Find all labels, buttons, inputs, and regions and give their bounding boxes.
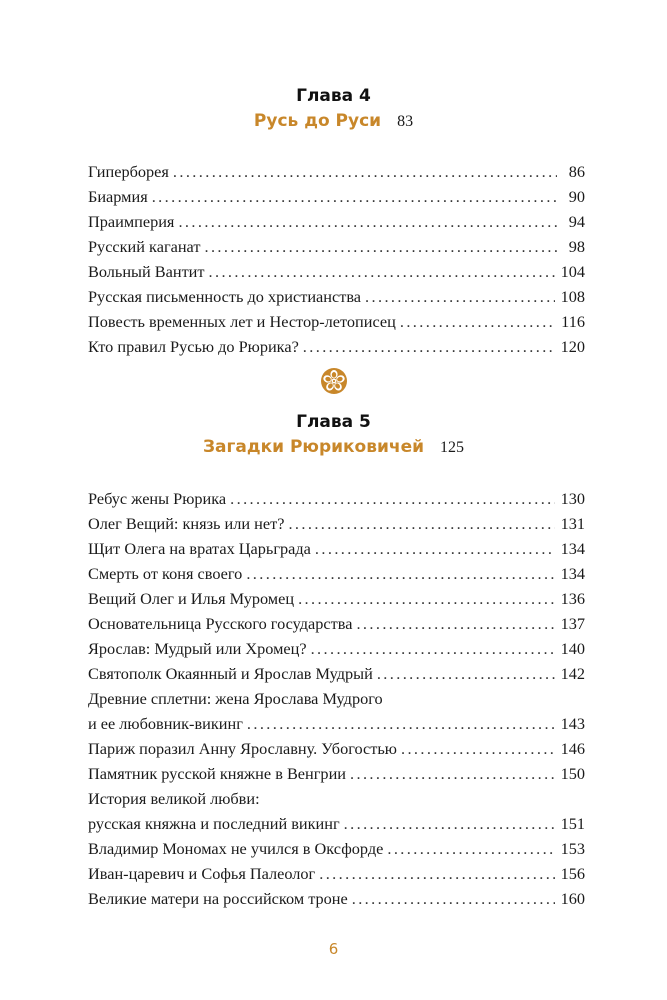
toc-entry-page: 142 [560,664,585,683]
toc-entry [88,184,585,209]
toc-entry-page: 160 [560,889,585,908]
toc-leader [387,836,554,861]
toc-entry [88,259,585,284]
toc-entry-page: 153 [560,839,585,858]
toc-entry-page: 94 [568,212,585,231]
toc-entry-title: Гиперборея [88,162,169,181]
toc-entry-title: Смерть от коня своего [88,564,243,583]
toc-entry-title: Вещий Олег и Илья Муромец [88,589,295,608]
toc-entry-page: 131 [560,514,585,533]
toc-entry-title: Русский каганат [88,237,201,256]
toc-entry [88,159,585,184]
toc-entry [88,561,585,586]
toc-entry-title: Кто правил Русью до Рюрика? [88,337,299,356]
toc-entry-page: 130 [560,489,585,508]
toc-entry [88,836,585,861]
chapter-5-title-row [0,437,667,457]
chapter-5-label: Глава 5 [296,412,371,432]
toc-entry-title: Ребус жены Рюрика [88,489,227,508]
toc-entry-page: 134 [560,564,585,583]
toc-entry-title: Праимперия [88,212,175,231]
toc-entry-first-line: История великой любви: [88,789,260,808]
toc-entry-title: Париж поразил Анну Ярославну. Убогостью [88,739,397,758]
toc-leader [377,661,555,686]
toc-entry-title: Основательница Русского государства [88,614,353,633]
toc-entry-page: 120 [560,337,585,356]
toc-leader [352,886,555,911]
toc-entry-title: Владимир Мономах не учился в Оксфорде [88,839,384,858]
toc-entry-first-line: Древние сплетни: жена Ярослава Мудрого [88,689,383,708]
chapter-5-start-page: 125 [440,439,465,456]
chapter-4-start-page: 83 [397,113,414,130]
chapter-4-title-row [0,111,667,131]
toc-entry-page: 108 [560,287,585,306]
toc-leader [303,334,555,359]
chapter-5-toc [88,486,585,911]
toc-leader [230,486,554,511]
toc-leader [204,234,557,259]
toc-entry [88,811,585,836]
toc-entry-title: Памятник русской княжне в Венгрии [88,764,346,783]
toc-entry-page: 140 [560,639,585,658]
toc-leader [319,861,554,886]
toc-entry [88,761,585,786]
toc-leader [288,511,554,536]
toc-leader [247,711,555,736]
toc-entry-page: 136 [560,589,585,608]
toc-entry-title: Повесть временных лет и Нестор-летописец [88,312,396,331]
toc-leader [401,736,555,761]
toc-entry [88,586,585,611]
toc-entry-title: Великие матери на российском троне [88,889,348,908]
toc-entry-title: Ярослав: Мудрый или Хромец? [88,639,307,658]
toc-entry [88,309,585,334]
toc-entry [88,861,585,886]
toc-entry-title: Вольный Вантит [88,262,205,281]
toc-entry-title: Щит Олега на вратах Царьграда [88,539,311,558]
toc-entry [88,284,585,309]
toc-entry-title: Олег Вещий: князь или нет? [88,514,285,533]
toc-entry [88,334,585,359]
toc-entry-page: 137 [560,614,585,633]
toc-leader [152,184,557,209]
toc-entry-page: 90 [568,187,585,206]
toc-entry [88,661,585,686]
toc-leader [246,561,554,586]
toc-entry-page: 98 [568,237,585,256]
toc-leader [209,259,555,284]
chapter-5-title: Загадки Рюриковичей [202,437,425,457]
toc-leader [344,811,555,836]
toc-entry-title: Русская письменность до христианства [88,287,362,306]
toc-entry-page: 134 [560,539,585,558]
toc-entry [88,711,585,736]
toc-entry-title: русская княжна и последний викинг [88,814,340,833]
toc-entry-title: и ее любовник-викинг [88,714,243,733]
toc-entry [88,611,585,636]
chapter-4-label: Глава 4 [296,86,371,106]
page-number: 6 [328,940,339,958]
toc-entry-title: Биармия [88,187,148,206]
toc-entry [88,636,585,661]
toc-entry-title: Иван-царевич и Софья Палеолог [88,864,316,883]
toc-entry-page: 150 [560,764,585,783]
toc-entry [88,511,585,536]
chapter-4-title: Русь до Руси [253,111,382,131]
toc-entry [88,234,585,259]
toc-entry-title: Святополк Окаянный и Ярослав Мудрый [88,664,373,683]
toc-leader [311,636,555,661]
toc-entry-page: 104 [560,262,585,281]
toc-entry [88,209,585,234]
flower-ornament-icon [320,367,348,395]
toc-entry-page: 116 [561,312,585,331]
toc-entry-page: 143 [560,714,585,733]
toc-leader [356,611,554,636]
toc-leader [400,309,555,334]
toc-entry [88,486,585,511]
toc-entry-page: 156 [560,864,585,883]
toc-leader [350,761,555,786]
toc-entry [88,736,585,761]
toc-entry-page: 86 [568,162,585,181]
toc-leader [178,209,557,234]
toc-leader [365,284,555,309]
toc-leader [298,586,555,611]
toc-leader [173,159,557,184]
toc-leader [315,536,555,561]
chapter-4-toc [88,159,585,359]
toc-entry-page: 151 [560,814,585,833]
toc-entry [88,886,585,911]
toc-entry [88,536,585,561]
toc-entry-page: 146 [560,739,585,758]
